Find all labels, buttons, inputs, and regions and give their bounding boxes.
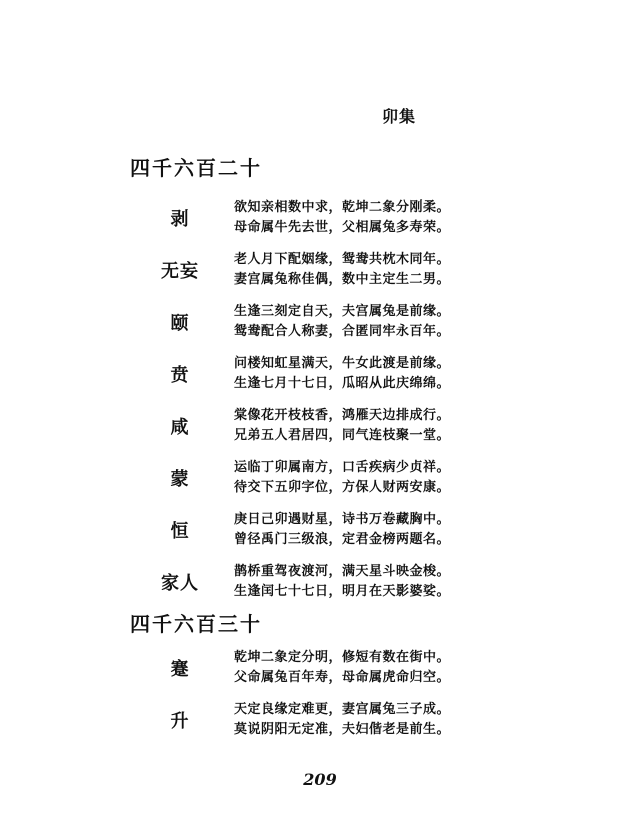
entry-name: 蹇 bbox=[170, 659, 190, 680]
entry-name: 咸 bbox=[170, 417, 190, 438]
entry-name: 贲 bbox=[170, 365, 190, 386]
verse-line-1: 欲知亲相数中求，乾坤二象分刚柔。 bbox=[234, 200, 451, 215]
section-title: 四千六百二十 bbox=[130, 156, 262, 180]
entry-bo bbox=[130, 192, 460, 242]
page-number: 209 bbox=[303, 770, 337, 789]
entry-name: 升 bbox=[170, 711, 190, 732]
verse-line-2: 妻宫属兔称佳偶，数中主定生二男。 bbox=[234, 272, 451, 287]
verse-line-1: 天定良缘定难更，妻宫属兔三子成。 bbox=[234, 702, 451, 717]
entry-name: 无妄 bbox=[161, 261, 199, 282]
verse-line-2: 待交下五卯字位，方保人财两安康。 bbox=[234, 480, 451, 495]
entry-jian bbox=[130, 642, 460, 692]
running-header: 卯集 bbox=[382, 107, 417, 126]
verse-line-1: 运临丁卯属南方，口舌疾病少贞祥。 bbox=[234, 460, 451, 475]
verse-line-2: 母命属牛先去世，父相属兔多寿荣。 bbox=[234, 220, 451, 235]
verse-line-1: 庚日己卯遇财星，诗书万卷藏胸中。 bbox=[234, 512, 451, 527]
section-title: 四千六百三十 bbox=[130, 612, 262, 636]
entry-name: 蒙 bbox=[170, 469, 190, 490]
entry-name: 剥 bbox=[170, 209, 190, 230]
entry-meng bbox=[130, 452, 460, 502]
verse-line-2: 莫说阴阳无定准，夫妇偕老是前生。 bbox=[234, 722, 451, 737]
verse-line-2: 生逢闰七十七日，明月在天影婆娑。 bbox=[234, 584, 451, 599]
entry-name: 颐 bbox=[170, 313, 190, 334]
verse-line-1: 老人月下配姻缘，鸳鸯共枕木同年。 bbox=[234, 252, 451, 267]
entry-jiaren bbox=[130, 556, 460, 606]
verse-line-1: 生逢三刻定自天，夫宫属兔是前缘。 bbox=[234, 304, 451, 319]
verse-line-1: 棠像花开枝枝香，鸿雁天边排成行。 bbox=[234, 408, 451, 423]
verse-line-1: 鹊桥重驾夜渡河，满天星斗映金梭。 bbox=[234, 564, 451, 579]
entry-heng bbox=[130, 504, 460, 554]
entry-sheng bbox=[130, 694, 460, 744]
entry-name: 恒 bbox=[170, 521, 190, 542]
verse-line-1: 乾坤二象定分明，修短有数在街中。 bbox=[234, 650, 451, 665]
entry-name: 家人 bbox=[161, 573, 199, 594]
verse-line-2: 兄弟五人君居四，同气连枝聚一堂。 bbox=[234, 428, 451, 443]
verse-line-2: 曾径禹门三级浪，定君金榜两题名。 bbox=[234, 532, 451, 547]
entry-yi bbox=[130, 296, 460, 346]
verse-line-2: 鸳鸯配合人称妻，合匿同牢永百年。 bbox=[234, 324, 451, 339]
verse-line-2: 父命属兔百年寿，母命属虎命归空。 bbox=[234, 670, 451, 685]
verse-line-1: 问楼知虹星满天，牛女此渡是前缘。 bbox=[234, 356, 451, 371]
entry-wuwang bbox=[130, 244, 460, 294]
entry-bi bbox=[130, 348, 460, 398]
entry-xian bbox=[130, 400, 460, 450]
verse-line-2: 生逢七月十七日，瓜昭从此庆绵绵。 bbox=[234, 376, 451, 391]
